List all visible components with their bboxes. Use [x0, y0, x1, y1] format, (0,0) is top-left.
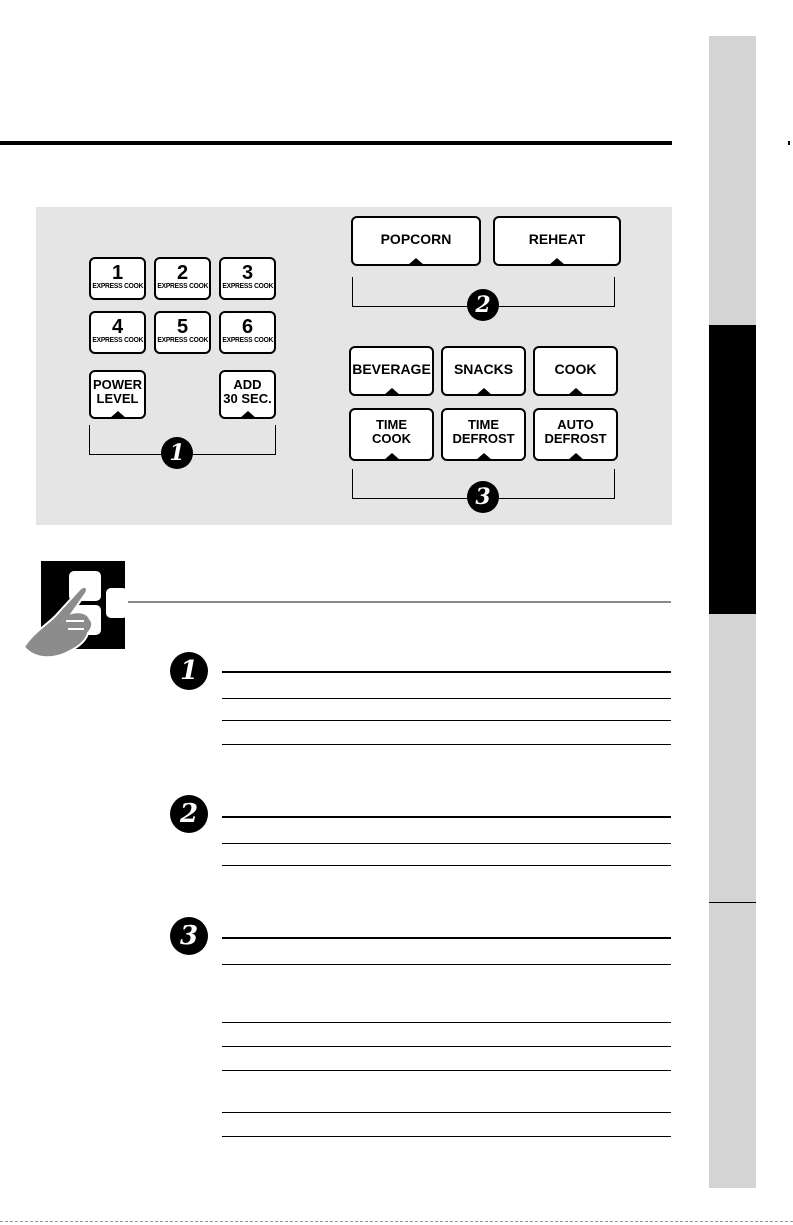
indicator-triangle	[384, 453, 400, 460]
add-30-sec-button[interactable]: ADD 30 SEC.	[219, 370, 276, 419]
table-row-line	[222, 865, 671, 866]
top-rule	[0, 141, 672, 145]
side-tab-4	[709, 903, 756, 1188]
section-rule	[128, 601, 671, 603]
table-row-line	[222, 1022, 671, 1023]
side-tab-2-active	[709, 325, 756, 614]
key-4-button[interactable]: 4 EXPRESS COOK	[89, 311, 146, 354]
table-row-line	[222, 843, 671, 844]
section-3-marker: 3	[170, 917, 208, 955]
table-row-line	[222, 1136, 671, 1137]
section-2-rule	[222, 816, 671, 818]
section-1-rule	[222, 671, 671, 673]
key-6-button[interactable]: 6 EXPRESS COOK	[219, 311, 276, 354]
table-row-line	[222, 1070, 671, 1071]
tab-divider	[709, 902, 756, 903]
time-defrost-button[interactable]: TIME DEFROST	[441, 408, 526, 461]
indicator-triangle	[568, 388, 584, 395]
group-1-label: 1	[161, 437, 193, 469]
section-3-rule	[222, 937, 671, 939]
reheat-button[interactable]: REHEAT	[493, 216, 621, 266]
group-2-label: 2	[467, 289, 499, 321]
section-2-marker: 2	[170, 795, 208, 833]
table-row-line	[222, 1112, 671, 1113]
beverage-button[interactable]: BEVERAGE	[349, 346, 434, 396]
crop-line	[0, 1221, 793, 1222]
snacks-button[interactable]: SNACKS	[441, 346, 526, 396]
power-level-button[interactable]: POWER LEVEL	[89, 370, 146, 419]
popcorn-button[interactable]: POPCORN	[351, 216, 481, 266]
indicator-triangle	[240, 411, 256, 418]
indicator-triangle	[568, 453, 584, 460]
edge-mark	[788, 141, 790, 145]
control-panel	[36, 207, 672, 525]
key-1-button[interactable]: 1 EXPRESS COOK	[89, 257, 146, 300]
table-row-line	[222, 964, 671, 965]
indicator-triangle	[476, 388, 492, 395]
auto-defrost-button[interactable]: AUTO DEFROST	[533, 408, 618, 461]
table-row-line	[222, 720, 671, 721]
indicator-triangle	[384, 388, 400, 395]
side-tab-1	[709, 36, 756, 325]
side-tab-3	[709, 614, 756, 903]
time-cook-button[interactable]: TIME COOK	[349, 408, 434, 461]
cook-button[interactable]: COOK	[533, 346, 618, 396]
key-2-button[interactable]: 2 EXPRESS COOK	[154, 257, 211, 300]
group-3-label: 3	[467, 481, 499, 513]
key-3-button[interactable]: 3 EXPRESS COOK	[219, 257, 276, 300]
indicator-triangle	[110, 411, 126, 418]
key-5-button[interactable]: 5 EXPRESS COOK	[154, 311, 211, 354]
indicator-triangle	[549, 258, 565, 265]
indicator-triangle	[476, 453, 492, 460]
section-1-marker: 1	[170, 652, 208, 690]
indicator-triangle	[408, 258, 424, 265]
hand-pressing-button-icon	[22, 561, 130, 661]
table-row-line	[222, 744, 671, 745]
table-row-line	[222, 1046, 671, 1047]
table-row-line	[222, 698, 671, 699]
